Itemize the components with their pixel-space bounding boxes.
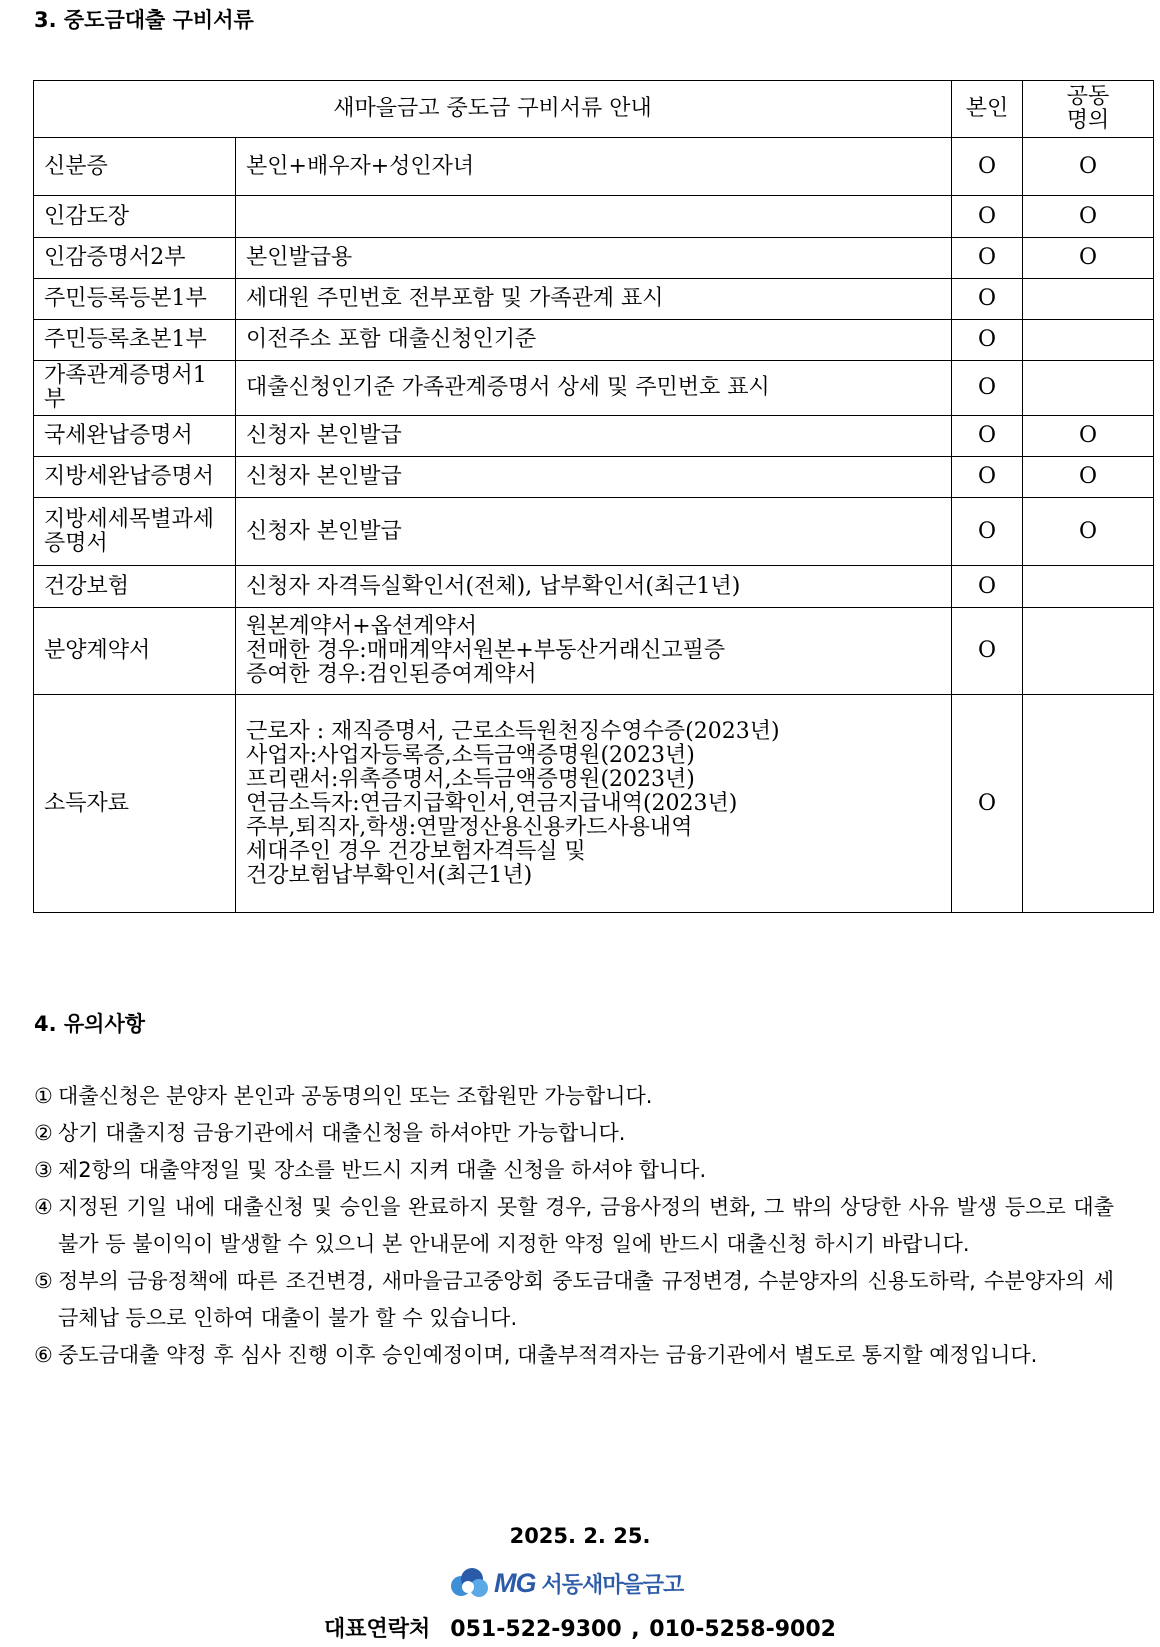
doc-desc: 신청자 본인발급 bbox=[236, 416, 952, 457]
table-row bbox=[34, 238, 1154, 279]
table-row bbox=[34, 320, 1154, 361]
self-mark: O bbox=[952, 138, 1023, 196]
joint-mark bbox=[1023, 320, 1154, 361]
doc-name: 국세완납증명서 bbox=[34, 416, 236, 457]
contact-numbers: 051-522-9300 , 010-5258-9002 bbox=[450, 1617, 836, 1642]
table-row bbox=[34, 138, 1154, 196]
doc-name: 분양계약서 bbox=[34, 608, 236, 695]
list-item bbox=[34, 1189, 1114, 1263]
doc-name: 신분증 bbox=[34, 138, 236, 196]
doc-desc: 이전주소 포함 대출신청인기준 bbox=[236, 320, 952, 361]
note-number: ⑤ bbox=[34, 1269, 53, 1293]
list-item bbox=[34, 1115, 1114, 1152]
doc-desc: 신청자 본인발급 bbox=[236, 457, 952, 498]
list-item bbox=[34, 1263, 1114, 1337]
joint-mark: O bbox=[1023, 138, 1154, 196]
joint-mark: O bbox=[1023, 457, 1154, 498]
doc-name: 지방세세목별과세 증명서 bbox=[34, 498, 236, 566]
list-item bbox=[34, 1078, 1114, 1115]
note-text: 대출신청은 분양자 본인과 공동명의인 또는 조합원만 가능합니다. bbox=[58, 1084, 653, 1108]
doc-desc: 신청자 자격득실확인서(전체), 납부확인서(최근1년) bbox=[236, 566, 952, 608]
note-text: 지정된 기일 내에 대출신청 및 승인을 완료하지 못할 경우, 금융사정의 변화, 그 밖의 상당한 사유 발생 등으로 대출 불가 등 불이익이 발생할 수 있으니 본 안내문에 지정한 약정 일에 반드시 대출신청 하시기 바랍니다. bbox=[58, 1195, 1114, 1256]
table-header-guide: 새마을금고 중도금 구비서류 안내 bbox=[34, 81, 952, 138]
self-mark: O bbox=[952, 566, 1023, 608]
notes-list bbox=[34, 1078, 1114, 1374]
joint-mark: O bbox=[1023, 416, 1154, 457]
table-row bbox=[34, 566, 1154, 608]
self-mark: O bbox=[952, 416, 1023, 457]
note-number: ④ bbox=[34, 1195, 53, 1219]
doc-desc: 근로자 : 재직증명서, 근로소득원천징수영수증(2023년) 사업자:사업자등록증,소득금액증명원(2023년) 프리랜서:위촉증명서,소득금액증명원(2023년) 연금소득자:연금지급확인서,연금지급내역(2023년) 주부,퇴직자,학생:연말정산용신용카드사용내역 세대주인 경우 건강보험자격득실 및 건강보험납부확인서(최근1년) bbox=[236, 695, 952, 913]
doc-name: 인감증명서2부 bbox=[34, 238, 236, 279]
bank-logo bbox=[448, 1563, 694, 1603]
doc-name: 건강보험 bbox=[34, 566, 236, 608]
doc-desc: 세대원 주민번호 전부포함 및 가족관계 표시 bbox=[236, 279, 952, 320]
logo-bank-name: 서동새마을금고 bbox=[541, 1572, 684, 1598]
documents-table bbox=[33, 80, 1154, 913]
joint-mark: O bbox=[1023, 498, 1154, 566]
table-row bbox=[34, 498, 1154, 566]
doc-name: 지방세완납증명서 bbox=[34, 457, 236, 498]
table-row bbox=[34, 279, 1154, 320]
section-3-title: 3. 중도금대출 구비서류 bbox=[34, 8, 254, 32]
self-mark: O bbox=[952, 196, 1023, 238]
doc-desc bbox=[236, 196, 952, 238]
issue-date: 2025. 2. 25. bbox=[509, 1524, 651, 1548]
self-mark: O bbox=[952, 320, 1023, 361]
table-row bbox=[34, 695, 1154, 913]
note-text: 제2항의 대출약정일 및 장소를 반드시 지켜 대출 신청을 하셔야 합니다. bbox=[58, 1158, 707, 1182]
joint-mark: O bbox=[1023, 238, 1154, 279]
joint-mark bbox=[1023, 361, 1154, 416]
joint-mark bbox=[1023, 695, 1154, 913]
doc-desc: 대출신청인기준 가족관계증명서 상세 및 주민번호 표시 bbox=[236, 361, 952, 416]
table-header-row bbox=[34, 81, 1154, 138]
doc-name: 인감도장 bbox=[34, 196, 236, 238]
table-header-joint: 공동 명의 bbox=[1023, 81, 1154, 138]
doc-name: 소득자료 bbox=[34, 695, 236, 913]
self-mark: O bbox=[952, 498, 1023, 566]
doc-desc: 신청자 본인발급 bbox=[236, 498, 952, 566]
joint-mark bbox=[1023, 279, 1154, 320]
joint-mark bbox=[1023, 608, 1154, 695]
mg-logo-icon bbox=[448, 1566, 490, 1600]
self-mark: O bbox=[952, 361, 1023, 416]
table-row bbox=[34, 196, 1154, 238]
joint-mark: O bbox=[1023, 196, 1154, 238]
note-text: 상기 대출지정 금융기관에서 대출신청을 하셔야만 가능합니다. bbox=[58, 1121, 626, 1145]
note-text: 중도금대출 약정 후 심사 진행 이후 승인예정이며, 대출부적격자는 금융기관에서 별도로 통지할 예정입니다. bbox=[58, 1343, 1038, 1367]
note-text: 정부의 금융정책에 따른 조건변경, 새마을금고중앙회 중도금대출 규정변경, 수분양자의 신용도하락, 수분양자의 세금체납 등으로 인하여 대출이 불가 할 수 있습니다. bbox=[58, 1269, 1114, 1330]
section-4-title: 4. 유의사항 bbox=[34, 1012, 146, 1036]
self-mark: O bbox=[952, 695, 1023, 913]
list-item bbox=[34, 1152, 1114, 1189]
note-number: ② bbox=[34, 1121, 53, 1145]
table-row bbox=[34, 457, 1154, 498]
self-mark: O bbox=[952, 457, 1023, 498]
note-number: ① bbox=[34, 1084, 53, 1108]
doc-desc: 본인발급용 bbox=[236, 238, 952, 279]
contact-line bbox=[0, 1612, 1160, 1643]
list-item bbox=[34, 1337, 1114, 1374]
table-row bbox=[34, 608, 1154, 695]
logo-mark-text: MG bbox=[494, 1567, 536, 1598]
joint-mark bbox=[1023, 566, 1154, 608]
doc-name: 주민등록등본1부 bbox=[34, 279, 236, 320]
doc-desc: 본인+배우자+성인자녀 bbox=[236, 138, 952, 196]
self-mark: O bbox=[952, 238, 1023, 279]
table-row bbox=[34, 416, 1154, 457]
self-mark: O bbox=[952, 279, 1023, 320]
note-number: ⑥ bbox=[34, 1343, 53, 1367]
doc-name: 주민등록초본1부 bbox=[34, 320, 236, 361]
contact-label: 대표연락처 bbox=[324, 1617, 431, 1642]
doc-name: 가족관계증명서1 부 bbox=[34, 361, 236, 416]
doc-desc: 원본계약서+옵션계약서 전매한 경우:매매계약서원본+부동산거래신고필증 증여한 경우:검인된증여계약서 bbox=[236, 608, 952, 695]
self-mark: O bbox=[952, 608, 1023, 695]
table-row bbox=[34, 361, 1154, 416]
table-header-self: 본인 bbox=[952, 81, 1023, 138]
note-number: ③ bbox=[34, 1158, 53, 1182]
